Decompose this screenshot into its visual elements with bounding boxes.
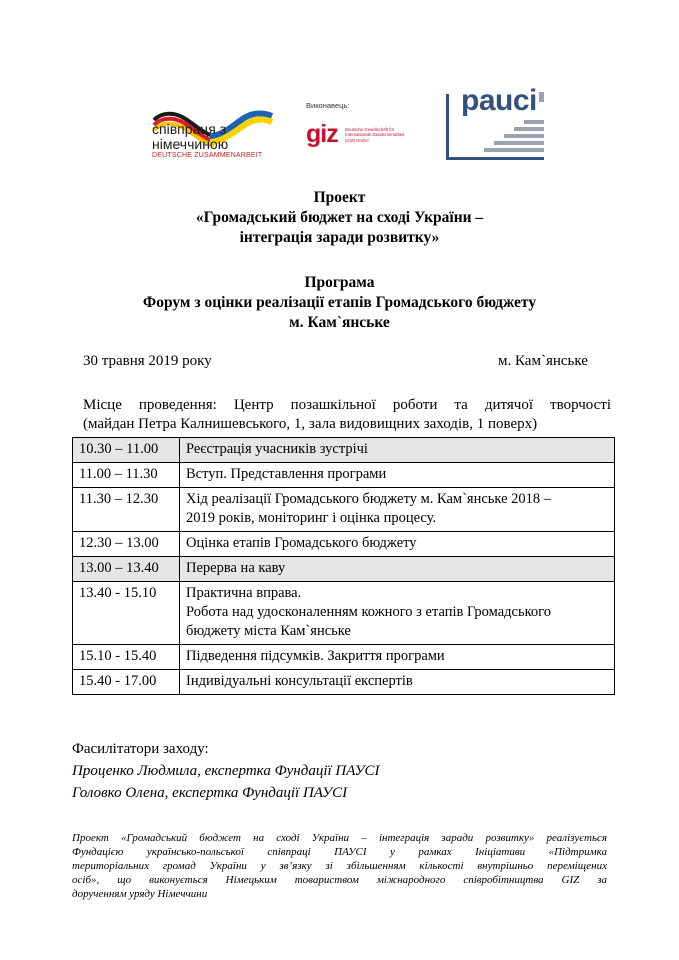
schedule-time: 11.30 – 12.30 bbox=[73, 488, 180, 532]
schedule-activity-line: Оцінка етапів Громадського бюджету bbox=[186, 535, 417, 551]
program-title-line-1: Програма bbox=[304, 274, 375, 291]
cooperation-line-1: співпраця з bbox=[152, 121, 227, 137]
schedule-activity-line: Вступ. Представлення програми bbox=[186, 466, 387, 482]
schedule-activity-line: Реєстрація учасників зустрічі bbox=[186, 441, 368, 457]
schedule-row bbox=[73, 532, 615, 557]
cooperation-logo-text bbox=[152, 122, 262, 160]
giz-logo: giz bbox=[306, 120, 338, 148]
facilitator-1: Проценко Людмила, експертка Фундації ПАУСІ bbox=[72, 763, 380, 779]
schedule-activity bbox=[180, 670, 615, 695]
pauci-logo-word: pauci bbox=[461, 84, 537, 117]
schedule-activity bbox=[180, 438, 615, 463]
schedule-row bbox=[73, 582, 615, 645]
project-title-line-3: інтеграція заради розвитку» bbox=[239, 229, 440, 246]
facilitator-2: Головко Олена, експертка Фундації ПАУСІ bbox=[72, 785, 348, 801]
schedule-table bbox=[72, 437, 615, 695]
schedule-activity-line: Практична вправа. bbox=[186, 585, 302, 601]
schedule-activity-line: Хід реалізації Громадського бюджету м. Кам`янське 2018 – bbox=[186, 491, 552, 507]
schedule-row bbox=[73, 438, 615, 463]
schedule-row bbox=[73, 645, 615, 670]
schedule-activity bbox=[180, 557, 615, 582]
schedule-activity-line: бюджету міста Кам`янське bbox=[186, 623, 351, 639]
schedule-activity bbox=[180, 532, 615, 557]
project-title-line-1: Проект bbox=[313, 189, 366, 206]
schedule-activity-line: Індивідуальні консультації експертів bbox=[186, 673, 413, 689]
schedule-row bbox=[73, 463, 615, 488]
footnote-line-2: Фундацією українсько-польської співпраці ПАУСІ у рамках Ініціативи «Підтримка bbox=[72, 846, 607, 858]
schedule-time: 12.30 – 13.00 bbox=[73, 532, 180, 557]
schedule-time: 15.10 - 15.40 bbox=[73, 645, 180, 670]
schedule-activity bbox=[180, 645, 615, 670]
schedule-row bbox=[73, 488, 615, 532]
executor-label: Виконавець: bbox=[306, 101, 350, 110]
facilitators-label: Фасилітатори заходу: bbox=[72, 741, 209, 757]
schedule-time: 15.40 - 17.00 bbox=[73, 670, 180, 695]
footnote-line-4: осіб», що виконується Німецьким товариством міжнародного співробітництва GIZ за bbox=[72, 874, 607, 886]
schedule-time: 11.00 – 11.30 bbox=[73, 463, 180, 488]
schedule-activity-line: 2019 років, моніторинг і оцінка процесу. bbox=[186, 510, 437, 526]
schedule-row bbox=[73, 557, 615, 582]
footnote-line-1: Проект «Громадський бюджет на сході України – інтеграція заради розвитку» реалізується bbox=[72, 832, 607, 844]
footnote-line-5: дорученням уряду Німеччини bbox=[72, 888, 208, 900]
schedule-activity bbox=[180, 463, 615, 488]
cooperation-line-2: німеччиною bbox=[152, 135, 229, 152]
venue-line-2: (майдан Петра Калнишевського, 1, зала видовищних заходів, 1 поверх) bbox=[83, 416, 538, 432]
schedule-time: 13.00 – 13.40 bbox=[73, 557, 180, 582]
schedule-activity bbox=[180, 488, 615, 532]
program-title-line-3: м. Кам`янське bbox=[289, 314, 390, 331]
project-title-line-2: «Громадський бюджет на сході України – bbox=[195, 209, 484, 226]
schedule-activity-line: Перерва на каву bbox=[186, 560, 286, 576]
project-footnote bbox=[72, 831, 607, 901]
event-date: 30 травня 2019 року bbox=[83, 353, 212, 369]
footnote-line-3: територіальних громад України у зв’язку зі збільшенням кількості внутрішньо переміщених bbox=[72, 860, 607, 872]
program-title-line-2: Форум з оцінки реалізації етапів Громадського бюджету bbox=[142, 294, 537, 311]
cooperation-line-3: DEUTSCHE ZUSAMMENARBEIT bbox=[152, 152, 263, 160]
schedule-activity bbox=[180, 582, 615, 645]
schedule-activity-line: Підведення підсумків. Закриття програми bbox=[186, 648, 445, 664]
schedule-time: 10.30 – 11.00 bbox=[73, 438, 180, 463]
event-city: м. Кам`янське bbox=[498, 353, 588, 369]
venue-line-1: Місце проведення: Центр позашкільної роботи та дитячої творчості bbox=[83, 397, 611, 413]
giz-subtitle: Deutsche Gesellschaft für Internationale Zusammenarbeit (GIZ) GmbH bbox=[345, 127, 405, 143]
schedule-activity-line: Робота над удосконаленням кожного з етапів Громадського bbox=[186, 604, 551, 620]
schedule-time: 13.40 - 15.10 bbox=[73, 582, 180, 645]
schedule-row bbox=[73, 670, 615, 695]
facilitators-block bbox=[72, 738, 380, 804]
